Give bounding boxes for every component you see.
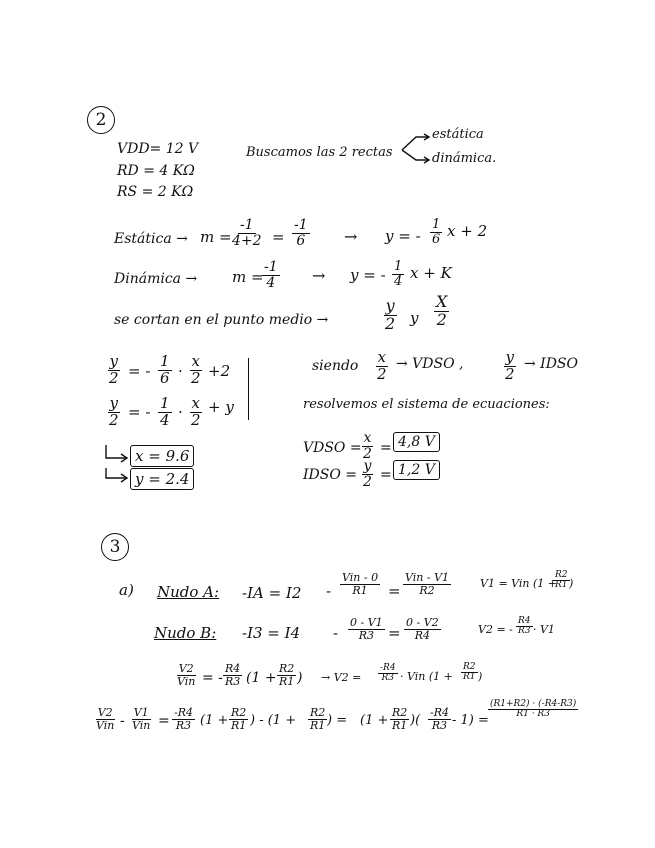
final-p1c: ) - (1 + bbox=[250, 713, 297, 728]
sys1-x2: $\frac{x}{2}$ bbox=[191, 352, 201, 387]
idso-result-box: 1,2 V bbox=[393, 460, 440, 480]
m1-fraction: $\frac{-1}{4+2}$ bbox=[232, 217, 262, 249]
sys2-dot: · bbox=[178, 403, 183, 421]
nudo-a-v1-tail: ) bbox=[569, 577, 574, 590]
siendo-vdso: → VDSO , bbox=[396, 356, 464, 372]
m1-label: m = bbox=[200, 228, 232, 246]
nudo-a-label: Nudo A: bbox=[157, 583, 220, 601]
nudo-b-v2: V2 = - bbox=[478, 623, 513, 636]
ratio-vin: · Vin (1 + bbox=[400, 670, 453, 683]
sys1-1-6: $\frac{1}{6}$ bbox=[160, 352, 170, 387]
nudo-a-v1: V1 = Vin (1 + bbox=[480, 577, 558, 590]
final-v2-vin: V2 Vin bbox=[96, 706, 115, 732]
nudo-b-frac2: $\frac{0 - V2}{R4}$ bbox=[406, 616, 439, 642]
nudo-a-eq: -IA = I2 bbox=[242, 584, 302, 602]
m2-fraction: $\frac{-1}{4}$ bbox=[264, 259, 278, 291]
pm-and: y bbox=[410, 309, 419, 327]
ratio-r2-r1-b: $\frac{R2}{R1}$ bbox=[463, 662, 476, 683]
vdso-label: VDSO = bbox=[303, 440, 362, 456]
final-p4: - 1) = bbox=[452, 713, 489, 728]
pm-y-fraction: $\frac{y}{2}$ bbox=[385, 296, 396, 333]
sys2-eq: = - bbox=[128, 403, 151, 421]
ratio-open: (1 + bbox=[246, 670, 277, 686]
final-eq: = bbox=[158, 713, 170, 729]
result-y-box: y = 2.4 bbox=[130, 468, 194, 490]
siendo-idso: → IDSO bbox=[524, 356, 579, 372]
sys1-eq: = - bbox=[128, 362, 151, 380]
system-brace bbox=[248, 358, 249, 420]
ratio-close: ) bbox=[297, 670, 303, 686]
nudo-b-label: Nudo B: bbox=[154, 624, 217, 642]
estatica-line-label: Estática → bbox=[114, 231, 188, 247]
ratio-eq: = - bbox=[202, 670, 223, 686]
vdso-result-box: 4,8 V bbox=[393, 432, 440, 452]
cortan-text: se cortan en el punto medio → bbox=[114, 312, 329, 328]
m1b-fraction: $\frac{-1}{6}$ bbox=[294, 217, 308, 249]
y2-label: y = - bbox=[350, 266, 386, 284]
y2-fraction: $\frac{1}{4}$ bbox=[394, 259, 403, 289]
vdso-fraction: $\frac{x}{2}$ bbox=[363, 430, 372, 462]
nudo-b-eq2: = bbox=[388, 624, 401, 642]
m2-label: m = bbox=[232, 268, 264, 286]
nudo-b-frac1: $\frac{0 - V1}{R3}$ bbox=[350, 616, 383, 642]
y1-fraction: $\frac{1}{6}$ bbox=[432, 217, 441, 247]
arrow-1: → bbox=[344, 227, 358, 246]
final-r2-r1-c: $\frac{R2}{R1}$ bbox=[392, 706, 408, 732]
buscamos-text: Buscamos las 2 rectas bbox=[246, 145, 393, 160]
problem-2-number: 2 bbox=[87, 106, 115, 134]
arrow-2: → bbox=[312, 266, 326, 285]
siendo-y2: $\frac{y}{2}$ bbox=[505, 348, 515, 383]
ratio-neg-r4-r3: $\frac{-R4}{R3}$ bbox=[380, 663, 396, 684]
nudo-a-eq2: = bbox=[388, 582, 401, 600]
siendo-text: siendo bbox=[312, 358, 359, 374]
sys2-y2: $\frac{y}{2}$ bbox=[109, 394, 119, 429]
final-p1: (1 + bbox=[200, 713, 229, 728]
idso-fraction: $\frac{y}{2}$ bbox=[363, 458, 372, 490]
problem-3-number: 3 bbox=[101, 533, 129, 561]
final-v1-vin: V1 Vin bbox=[132, 706, 151, 732]
nudo-b-v2-frac: $\frac{R4}{R3}$ bbox=[518, 616, 531, 637]
sys2-1-4: $\frac{1}{4}$ bbox=[160, 394, 170, 429]
final-r2-r1-a: $\frac{R2}{R1}$ bbox=[231, 706, 247, 732]
y1-label: y = - bbox=[385, 227, 421, 245]
siendo-x2: $\frac{x}{2}$ bbox=[377, 348, 387, 383]
nudo-b-v2-tail: · V1 bbox=[533, 623, 555, 636]
dinamica-label: dinámica. bbox=[432, 151, 497, 166]
nudo-b-minus: - bbox=[333, 624, 339, 642]
final-p3: (1 + bbox=[360, 713, 389, 728]
vdso-eq: = bbox=[380, 440, 392, 456]
nudo-a-frac2: Vin - V1 R2 bbox=[405, 571, 450, 597]
sys1-tail: +2 bbox=[208, 362, 231, 380]
ratio-r4-r3: $\frac{R4}{R3}$ bbox=[225, 662, 241, 688]
sys2-x2: $\frac{x}{2}$ bbox=[191, 394, 201, 429]
final-p3c: )( bbox=[410, 713, 421, 728]
idso-eq: = bbox=[380, 467, 392, 483]
ratio-arrow: → V2 = bbox=[321, 671, 362, 684]
rs-value: RS = 2 KΩ bbox=[117, 184, 194, 200]
idso-label: IDSO = bbox=[303, 467, 358, 483]
nudo-a-frac1: Vin - 0 R1 bbox=[342, 571, 379, 597]
final-minus: - bbox=[120, 713, 125, 729]
pm-x-fraction: $\frac{X}{2}$ bbox=[436, 292, 448, 329]
sys2-tail: + y bbox=[208, 398, 234, 416]
final-result-fraction: $\frac{(R1+R2) \cdot (-R4-R3)}{R1 \cdot R3}$ bbox=[490, 699, 577, 720]
rd-value: RD = 4 KΩ bbox=[117, 163, 195, 179]
sys1-dot: · bbox=[178, 362, 183, 380]
m1-equals: = bbox=[272, 228, 285, 246]
final-neg-r4-r3-b: $\frac{-R4}{R3}$ bbox=[430, 706, 449, 732]
ratio-v2-vin: V2 Vin bbox=[177, 662, 196, 688]
nudo-b-eq: -I3 = I4 bbox=[242, 624, 301, 642]
result-x-box: x = 9.6 bbox=[130, 445, 194, 467]
final-neg-r4-r3: $\frac{-R4}{R3}$ bbox=[174, 706, 193, 732]
y1-tail: x + 2 bbox=[447, 222, 488, 240]
y2-tail: x + K bbox=[410, 264, 452, 282]
final-r2-r1-b: $\frac{R2}{R1}$ bbox=[310, 706, 326, 732]
estatica-label: estática bbox=[432, 127, 484, 142]
sys1-y2: $\frac{y}{2}$ bbox=[109, 352, 119, 387]
part-a: a) bbox=[119, 581, 134, 599]
ratio-tail: ) bbox=[478, 670, 483, 683]
dinamica-line-label: Dinámica → bbox=[114, 271, 198, 287]
nudo-a-v1-frac: $\frac{R2}{R1}$ bbox=[555, 570, 568, 591]
vdd-value: VDD= 12 V bbox=[117, 141, 199, 157]
resolvemos-text: resolvemos el sistema de ecuaciones: bbox=[303, 397, 550, 412]
final-p2c: ) = bbox=[327, 713, 348, 728]
ratio-r2-r1: $\frac{R2}{R1}$ bbox=[279, 662, 295, 688]
nudo-a-minus: - bbox=[326, 582, 332, 600]
